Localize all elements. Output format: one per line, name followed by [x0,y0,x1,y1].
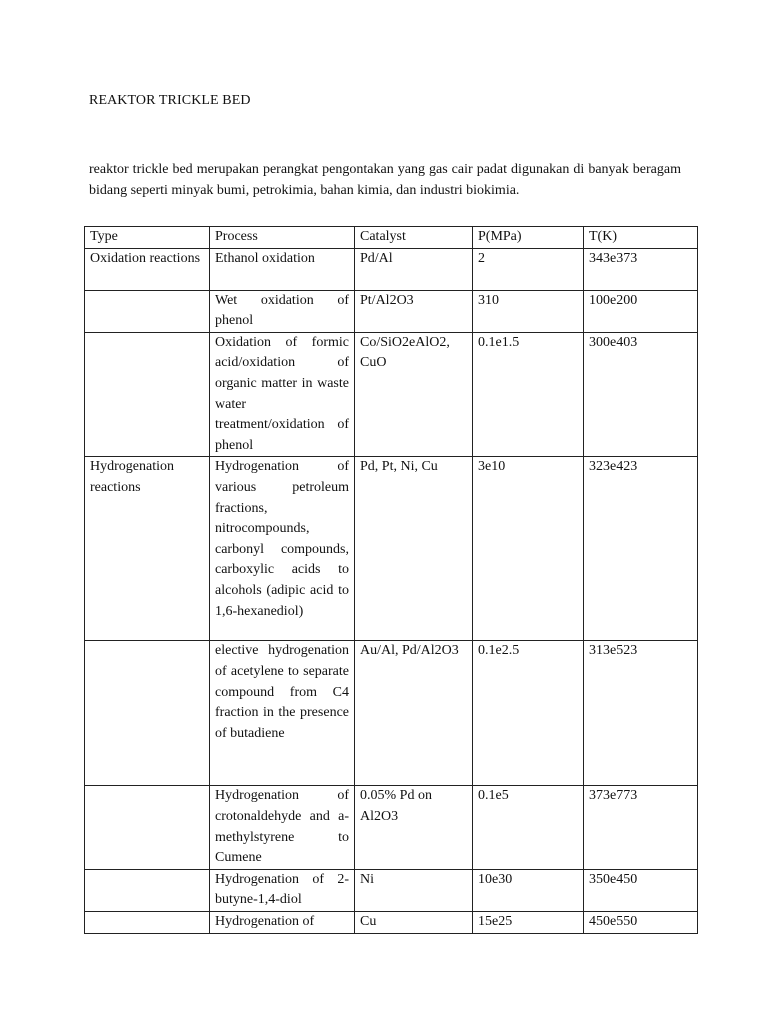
cell-pressure: 0.1e5 [473,786,584,869]
cell-process: Hydrogenation of crotonaldehyde and a-methylstyrene to Cumene [210,786,355,869]
cell-process: Oxidation of formic acid/oxidation of organic matter in waste water treatment/oxidation of phenol [210,332,355,457]
cell-type [85,332,210,457]
cell-pressure: 0.1e1.5 [473,332,584,457]
cell-process: elective hydrogenation of acetylene to separate compound from C4 fraction in the presence of butadiene [210,641,355,786]
cell-type [85,911,210,933]
cell-type: Hydrogenation reactions [85,457,210,641]
cell-catalyst: Au/Al, Pd/Al2O3 [355,641,473,786]
cell-pressure: 310 [473,290,584,332]
table-row [85,641,698,786]
cell-process: Hydrogenation of various petroleum fractions, nitrocompounds, carbonyl compounds, carboxylic acids to alcohols (adipic acid to 1,6-hexanediol) [210,457,355,641]
cell-type [85,869,210,911]
table-header-row [85,227,698,249]
cell-type: Oxidation reactions [85,248,210,290]
cell-type [85,641,210,786]
cell-temperature: 350e450 [584,869,698,911]
table-row [85,869,698,911]
document-title: REAKTOR TRICKLE BED [89,93,251,108]
cell-catalyst: Ni [355,869,473,911]
cell-temperature: 343e373 [584,248,698,290]
table-row [85,457,698,641]
table-row [85,332,698,457]
cell-pressure: 0.1e2.5 [473,641,584,786]
cell-type [85,290,210,332]
cell-pressure: 2 [473,248,584,290]
cell-catalyst: Pd, Pt, Ni, Cu [355,457,473,641]
cell-pressure: 15e25 [473,911,584,933]
cell-temperature: 450e550 [584,911,698,933]
table-row [85,248,698,290]
cell-process: Hydrogenation of [210,911,355,933]
cell-catalyst: 0.05% Pd on Al2O3 [355,786,473,869]
cell-pressure: 10e30 [473,869,584,911]
header-pressure: P(MPa) [473,227,584,249]
cell-temperature: 323e423 [584,457,698,641]
table-row [85,786,698,869]
header-type: Type [85,227,210,249]
header-process: Process [210,227,355,249]
cell-temperature: 313e523 [584,641,698,786]
reactions-table [84,226,698,934]
cell-catalyst: Pd/Al [355,248,473,290]
cell-type [85,786,210,869]
cell-catalyst: Pt/Al2O3 [355,290,473,332]
cell-catalyst: Cu [355,911,473,933]
cell-temperature: 300e403 [584,332,698,457]
header-temperature: T(K) [584,227,698,249]
table-row [85,911,698,933]
cell-process: Wet oxidation of phenol [210,290,355,332]
cell-pressure: 3e10 [473,457,584,641]
table-row [85,290,698,332]
header-catalyst: Catalyst [355,227,473,249]
intro-paragraph: reaktor trickle bed merupakan perangkat pengontakan yang gas cair padat digunakan di banyak beragam bidang seperti minyak bumi, petrokimia, bahan kimia, dan industri biokimia. [89,162,681,198]
cell-temperature: 100e200 [584,290,698,332]
cell-process: Ethanol oxidation [210,248,355,290]
cell-temperature: 373e773 [584,786,698,869]
cell-process: Hydrogenation of 2-butyne-1,4-diol [210,869,355,911]
cell-catalyst: Co/SiO2eAlO2, CuO [355,332,473,457]
